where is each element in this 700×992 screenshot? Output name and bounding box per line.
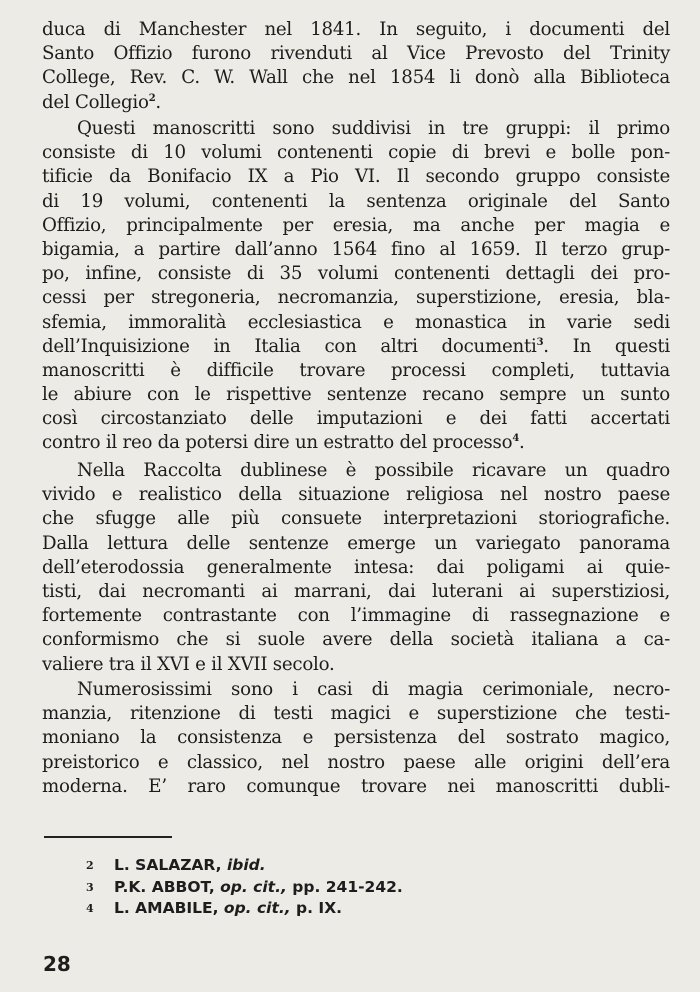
text-line: che sfugge alle più consuete interpretazioni storiografiche.	[42, 508, 670, 530]
text-line: vivido e realistico della situazione religiosa nel nostro paese	[42, 484, 670, 506]
footnote	[86, 898, 403, 920]
text-line: così circostanziato delle imputazioni e dei fatti accertati	[42, 408, 670, 430]
text-line: di 19 volumi, contenenti la sentenza originale del Santo	[42, 190, 670, 212]
text-line: bigamia, a partire dall’anno 1564 fino al 1659. Il terzo grup-	[42, 238, 670, 260]
text-line: cessi per stregoneria, necromanzia, superstizione, eresia, bla-	[42, 287, 670, 309]
text-line: valiere tra il XVI e il XVII secolo.	[42, 653, 335, 675]
text-line: conformismo che si suole avere della società italiana a ca-	[42, 629, 670, 651]
footnote-ref: 3	[536, 336, 544, 348]
footnote	[86, 855, 403, 877]
text-line: College, Rev. C. W. Wall che nel 1854 li donò alla Biblioteca	[42, 67, 670, 89]
paragraph-3	[42, 459, 670, 677]
footnote-divider	[44, 836, 172, 838]
text-line: Dalla lettura delle sentenze emerge un variegato panorama	[42, 532, 670, 554]
footnote-number: 3	[86, 880, 94, 894]
text-line: duca di Manchester nel 1841. In seguito, i documenti del	[42, 19, 670, 40]
text-line: Questi manoscritti sono suddivisi in tre gruppi: il primo	[77, 118, 670, 139]
text-line: manzia, ritenzione di testi magici e superstizione che testi-	[42, 703, 670, 725]
footnote-number: 2	[86, 859, 94, 872]
page-number: 28	[43, 952, 71, 976]
footnote-author: L. AMABILE,	[114, 899, 219, 917]
footnote-ref-text: op. cit.,	[220, 877, 287, 896]
footnote	[86, 877, 403, 899]
text-line: tificie da Bonifacio IX a Pio VI. Il secondo gruppo consiste	[42, 166, 670, 188]
text-line-content: dell’Inquisizione in Italia con altri documenti	[42, 335, 537, 357]
text-line: fortemente contrastante con l’immagine di rassegnazione e	[42, 605, 670, 627]
text-line: tisti, dai necromanti ai marrani, dai luterani ai superstiziosi,	[42, 580, 670, 602]
text-line-content: del Collegio	[42, 91, 149, 113]
text-line-tail: . In questi	[543, 335, 670, 357]
text-line: Nella Raccolta dublinese è possibile ricavare un quadro	[77, 460, 670, 481]
text-line	[42, 335, 670, 359]
footnote-number: 4	[86, 902, 94, 915]
text-line: moderna. E’ raro comunque trovare nei manoscritti dubli-	[42, 775, 670, 797]
text-line: po, infine, consiste di 35 volumi contenenti dettagli dei pro-	[42, 263, 670, 285]
text-line: preistorico e classico, nel nostro paese alle origini dell’era	[42, 751, 670, 773]
text-line-punct: .	[519, 432, 525, 454]
text-line: le abiure con le rispettive sentenze recano sempre un sunto	[42, 384, 670, 406]
text-line	[42, 431, 670, 455]
text-line: moniano la consistenza e persistenza del sostrato magico,	[42, 727, 670, 749]
text-line: del Collegio$^2$.	[42, 91, 161, 113]
footnote-author: L. SALAZAR,	[114, 856, 222, 874]
paragraph-1	[42, 18, 670, 115]
paragraph-2	[42, 117, 670, 456]
footnote-pages: pp. 241-242.	[292, 877, 403, 896]
text-line: Offizio, principalmente per eresia, ma anche per magia e	[42, 214, 670, 236]
paragraph-4	[42, 678, 670, 799]
text-line: Numerosissimi sono i casi di magia cerimoniale, necro-	[77, 679, 670, 700]
text-line: sfemia, immoralità ecclesiastica e monastica in varie sedi	[42, 311, 670, 333]
text-line: manoscritti è difficile trovare processi completi, tuttavia	[42, 359, 670, 381]
footnote-ref-text: ibid.	[226, 856, 266, 874]
footnote-pages: p. IX.	[296, 899, 343, 917]
text-line: Santo Offizio furono rivenduti al Vice Prevosto del Trinity	[42, 43, 670, 65]
footnote-ref: 2	[148, 92, 156, 104]
footnote-author: P.K. ABBOT,	[114, 877, 215, 896]
footnotes	[86, 855, 403, 920]
footnote-ref-text: op. cit.,	[223, 899, 291, 917]
text-line: consiste di 10 volumi contenenti copie di brevi e bolle pon-	[42, 142, 670, 164]
text-line: dell’eterodossia generalmente intesa: dai poligami ai quie-	[42, 556, 670, 578]
text-line-content: contro il reo da potersi dire un estratto del processo	[42, 432, 513, 454]
footnote-ref: 4	[512, 433, 520, 445]
